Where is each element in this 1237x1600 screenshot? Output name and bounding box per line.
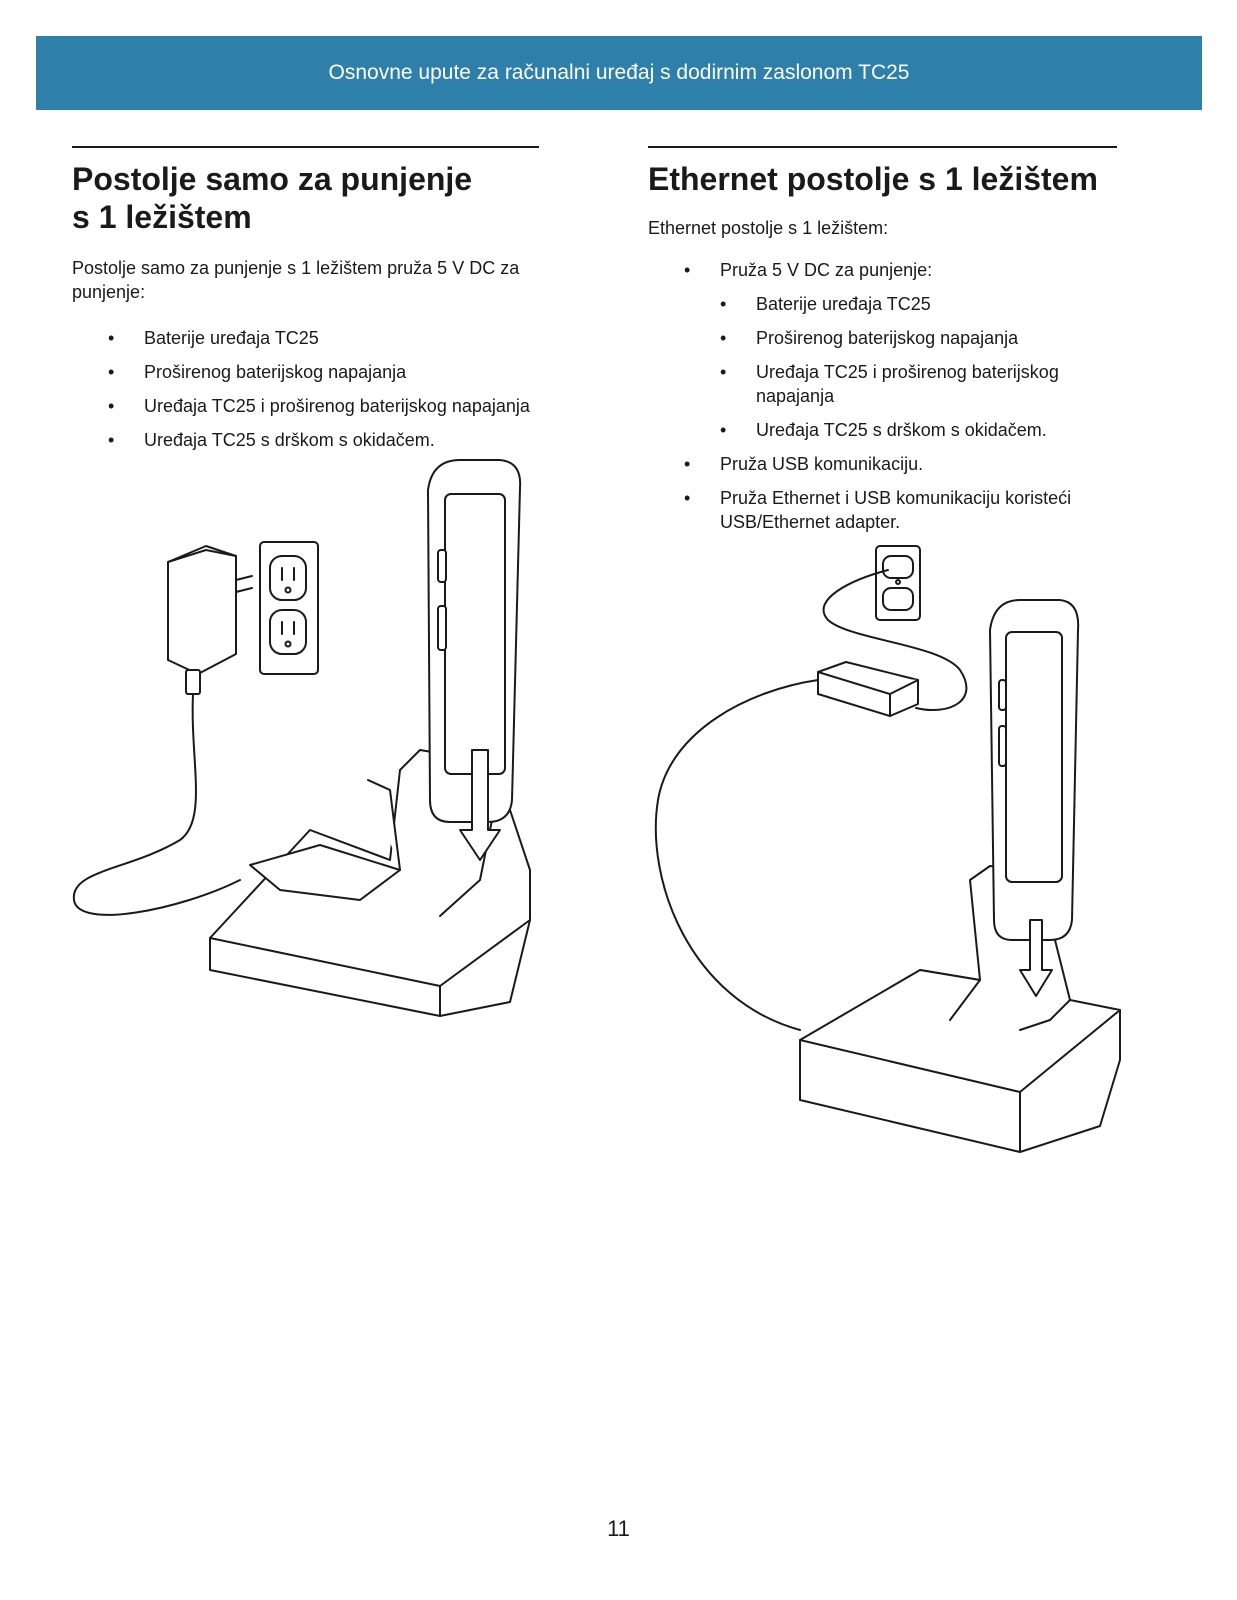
- right-list: [720, 258, 1168, 534]
- list-item: • Proširenog baterijskog napajanja: [756, 326, 1168, 350]
- power-cable: [74, 694, 240, 915]
- charge-only-cradle-illustration: [60, 460, 580, 1060]
- power-adapter: [168, 546, 252, 694]
- list-item: • Baterije uređaja TC25: [756, 292, 1168, 316]
- wall-outlet: [260, 542, 318, 674]
- left-heading-line2: s 1 ležištem: [72, 199, 252, 235]
- left-intro: [72, 256, 592, 304]
- right-column: [648, 160, 1168, 534]
- right-item-charge: Pruža 5 V DC za punjenje:: [720, 260, 933, 280]
- right-heading: Ethernet postolje s 1 ležištem: [648, 161, 1098, 197]
- eth-item-line2: USB/Ethernet adapter.: [720, 512, 901, 532]
- ethernet-cradle-illustration: [650, 540, 1170, 1180]
- list-item: • Uređaja TC25 s drškom s okidačem.: [144, 428, 592, 452]
- left-intro-line2: punjenje:: [72, 282, 146, 302]
- right-intro: Ethernet postolje s 1 ležištem:: [648, 218, 889, 238]
- header-title: Osnovne upute za računalni uređaj s dodirnim zaslonom TC25: [328, 61, 910, 84]
- list-item: • Proširenog baterijskog napajanja: [144, 360, 592, 384]
- left-intro-line1: Postolje samo za punjenje s 1 ležištem pruža 5 V DC za: [72, 258, 520, 278]
- list-item: [756, 360, 1168, 408]
- page-number: 11: [607, 1516, 630, 1541]
- right-section-rule: [648, 146, 1117, 148]
- page-header: [36, 36, 1202, 110]
- tc25-device: [990, 600, 1078, 996]
- sub-item-line1: Uređaja TC25 i proširenog baterijskog: [756, 362, 1059, 382]
- left-section-rule: [72, 146, 539, 148]
- dc-cable: [656, 680, 818, 1030]
- list-item: [720, 486, 1168, 534]
- list-item: • Uređaja TC25 i proširenog baterijskog napajanja: [144, 394, 592, 418]
- list-item: • Uređaja TC25 s drškom s okidačem.: [756, 418, 1168, 442]
- left-heading-line1: Postolje samo za punjenje: [72, 161, 473, 197]
- left-list: [144, 326, 592, 452]
- power-supply-brick: [818, 662, 918, 716]
- list-item: [720, 258, 1168, 442]
- eth-item-line1: Pruža Ethernet i USB komunikaciju koristeći: [720, 488, 1072, 508]
- left-heading: [72, 160, 592, 236]
- sub-item-line2: napajanja: [756, 386, 835, 406]
- list-item: • Baterije uređaja TC25: [144, 326, 592, 350]
- list-item: • Pruža USB komunikaciju.: [720, 452, 1168, 476]
- left-column: [72, 160, 592, 452]
- right-sub-list: [756, 292, 1168, 442]
- tc25-device: [428, 460, 520, 860]
- wall-outlet: [876, 546, 920, 620]
